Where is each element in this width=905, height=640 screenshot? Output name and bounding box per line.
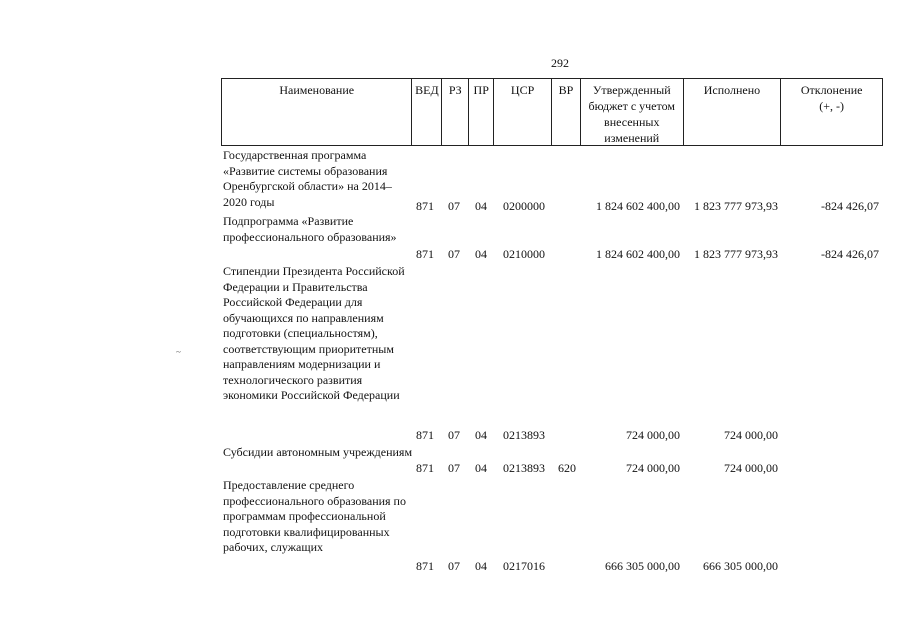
header-ved: ВЕД [412,79,442,145]
header-approved-line4: изменений [604,131,660,145]
cell-approved: 1 824 602 400,00 [596,247,680,261]
cell-csr: 0213893 [503,461,545,475]
cell-ved: 871 [416,461,434,475]
header-approved-line1: Утвержденный [592,83,671,97]
table-header [221,78,883,146]
cell-ved: 871 [416,247,434,261]
cell-executed: 724 000,00 [724,428,778,442]
header-approved-line3: внесенных [604,115,660,129]
row-values [223,428,885,444]
row-values [223,247,885,263]
cell-pr: 04 [475,199,487,213]
cell-pr: 04 [475,247,487,261]
cell-approved: 1 824 602 400,00 [596,199,680,213]
cell-approved: 666 305 000,00 [605,559,680,573]
cell-ved: 871 [416,559,434,573]
cell-executed: 724 000,00 [724,461,778,475]
cell-executed: 666 305 000,00 [703,559,778,573]
cell-approved: 724 000,00 [626,428,680,442]
row-values [223,559,885,575]
header-rz: РЗ [442,79,469,145]
header-approved-line2: бюджет с учетом [588,99,675,113]
cell-csr: 0200000 [503,199,545,213]
cell-deviation: -824 426,07 [821,199,879,213]
cell-pr: 04 [475,428,487,442]
cell-rz: 07 [448,247,460,261]
cell-ved: 871 [416,428,434,442]
header-deviation-line2: (+, -) [819,99,845,113]
row-name: Подпрограмма «Развитие профессионального образования» [223,214,397,244]
cell-csr: 0217016 [503,559,545,573]
cell-csr: 0213893 [503,428,545,442]
cell-ved: 871 [416,199,434,213]
row-name: Субсидии автономным учреждениям [223,445,413,459]
page-number: 292 [551,56,569,70]
row-values [223,461,885,477]
header-deviation [781,79,882,145]
row-name: Государственная программа «Развитие системы образования Оренбургской области» на 2014–2020 годы [223,148,392,209]
cell-rz: 07 [448,199,460,213]
cell-deviation: -824 426,07 [821,247,879,261]
cell-approved: 724 000,00 [626,461,680,475]
cell-rz: 07 [448,559,460,573]
header-csr: ЦСР [494,79,552,145]
cell-rz: 07 [448,461,460,475]
cell-executed: 1 823 777 973,93 [694,199,778,213]
header-executed: Исполнено [684,79,782,145]
header-vr: ВР [552,79,581,145]
cell-vr: 620 [558,461,576,475]
header-pr: ПР [469,79,494,145]
cell-executed: 1 823 777 973,93 [694,247,778,261]
cell-csr: 0210000 [503,247,545,261]
row-values [223,199,885,215]
cell-pr: 04 [475,559,487,573]
header-approved [581,79,684,145]
margin-mark: ~ [176,347,181,357]
cell-rz: 07 [448,428,460,442]
header-deviation-line1: Отклонение [800,83,863,97]
row-name: Стипендии Президента Российской Федерации и Правительства Российской Федерации для обучающихся по направлениям подготовки (специальностям), соответствующим приоритетным направлениям модернизации и технологического развития экономики Российской Федерации [223,264,405,402]
cell-pr: 04 [475,461,487,475]
row-name: Предоставление среднего профессионального образования по программам профессиональной подготовки квалифицированных рабочих, служащих [223,478,406,554]
header-name: Наименование [222,79,412,145]
